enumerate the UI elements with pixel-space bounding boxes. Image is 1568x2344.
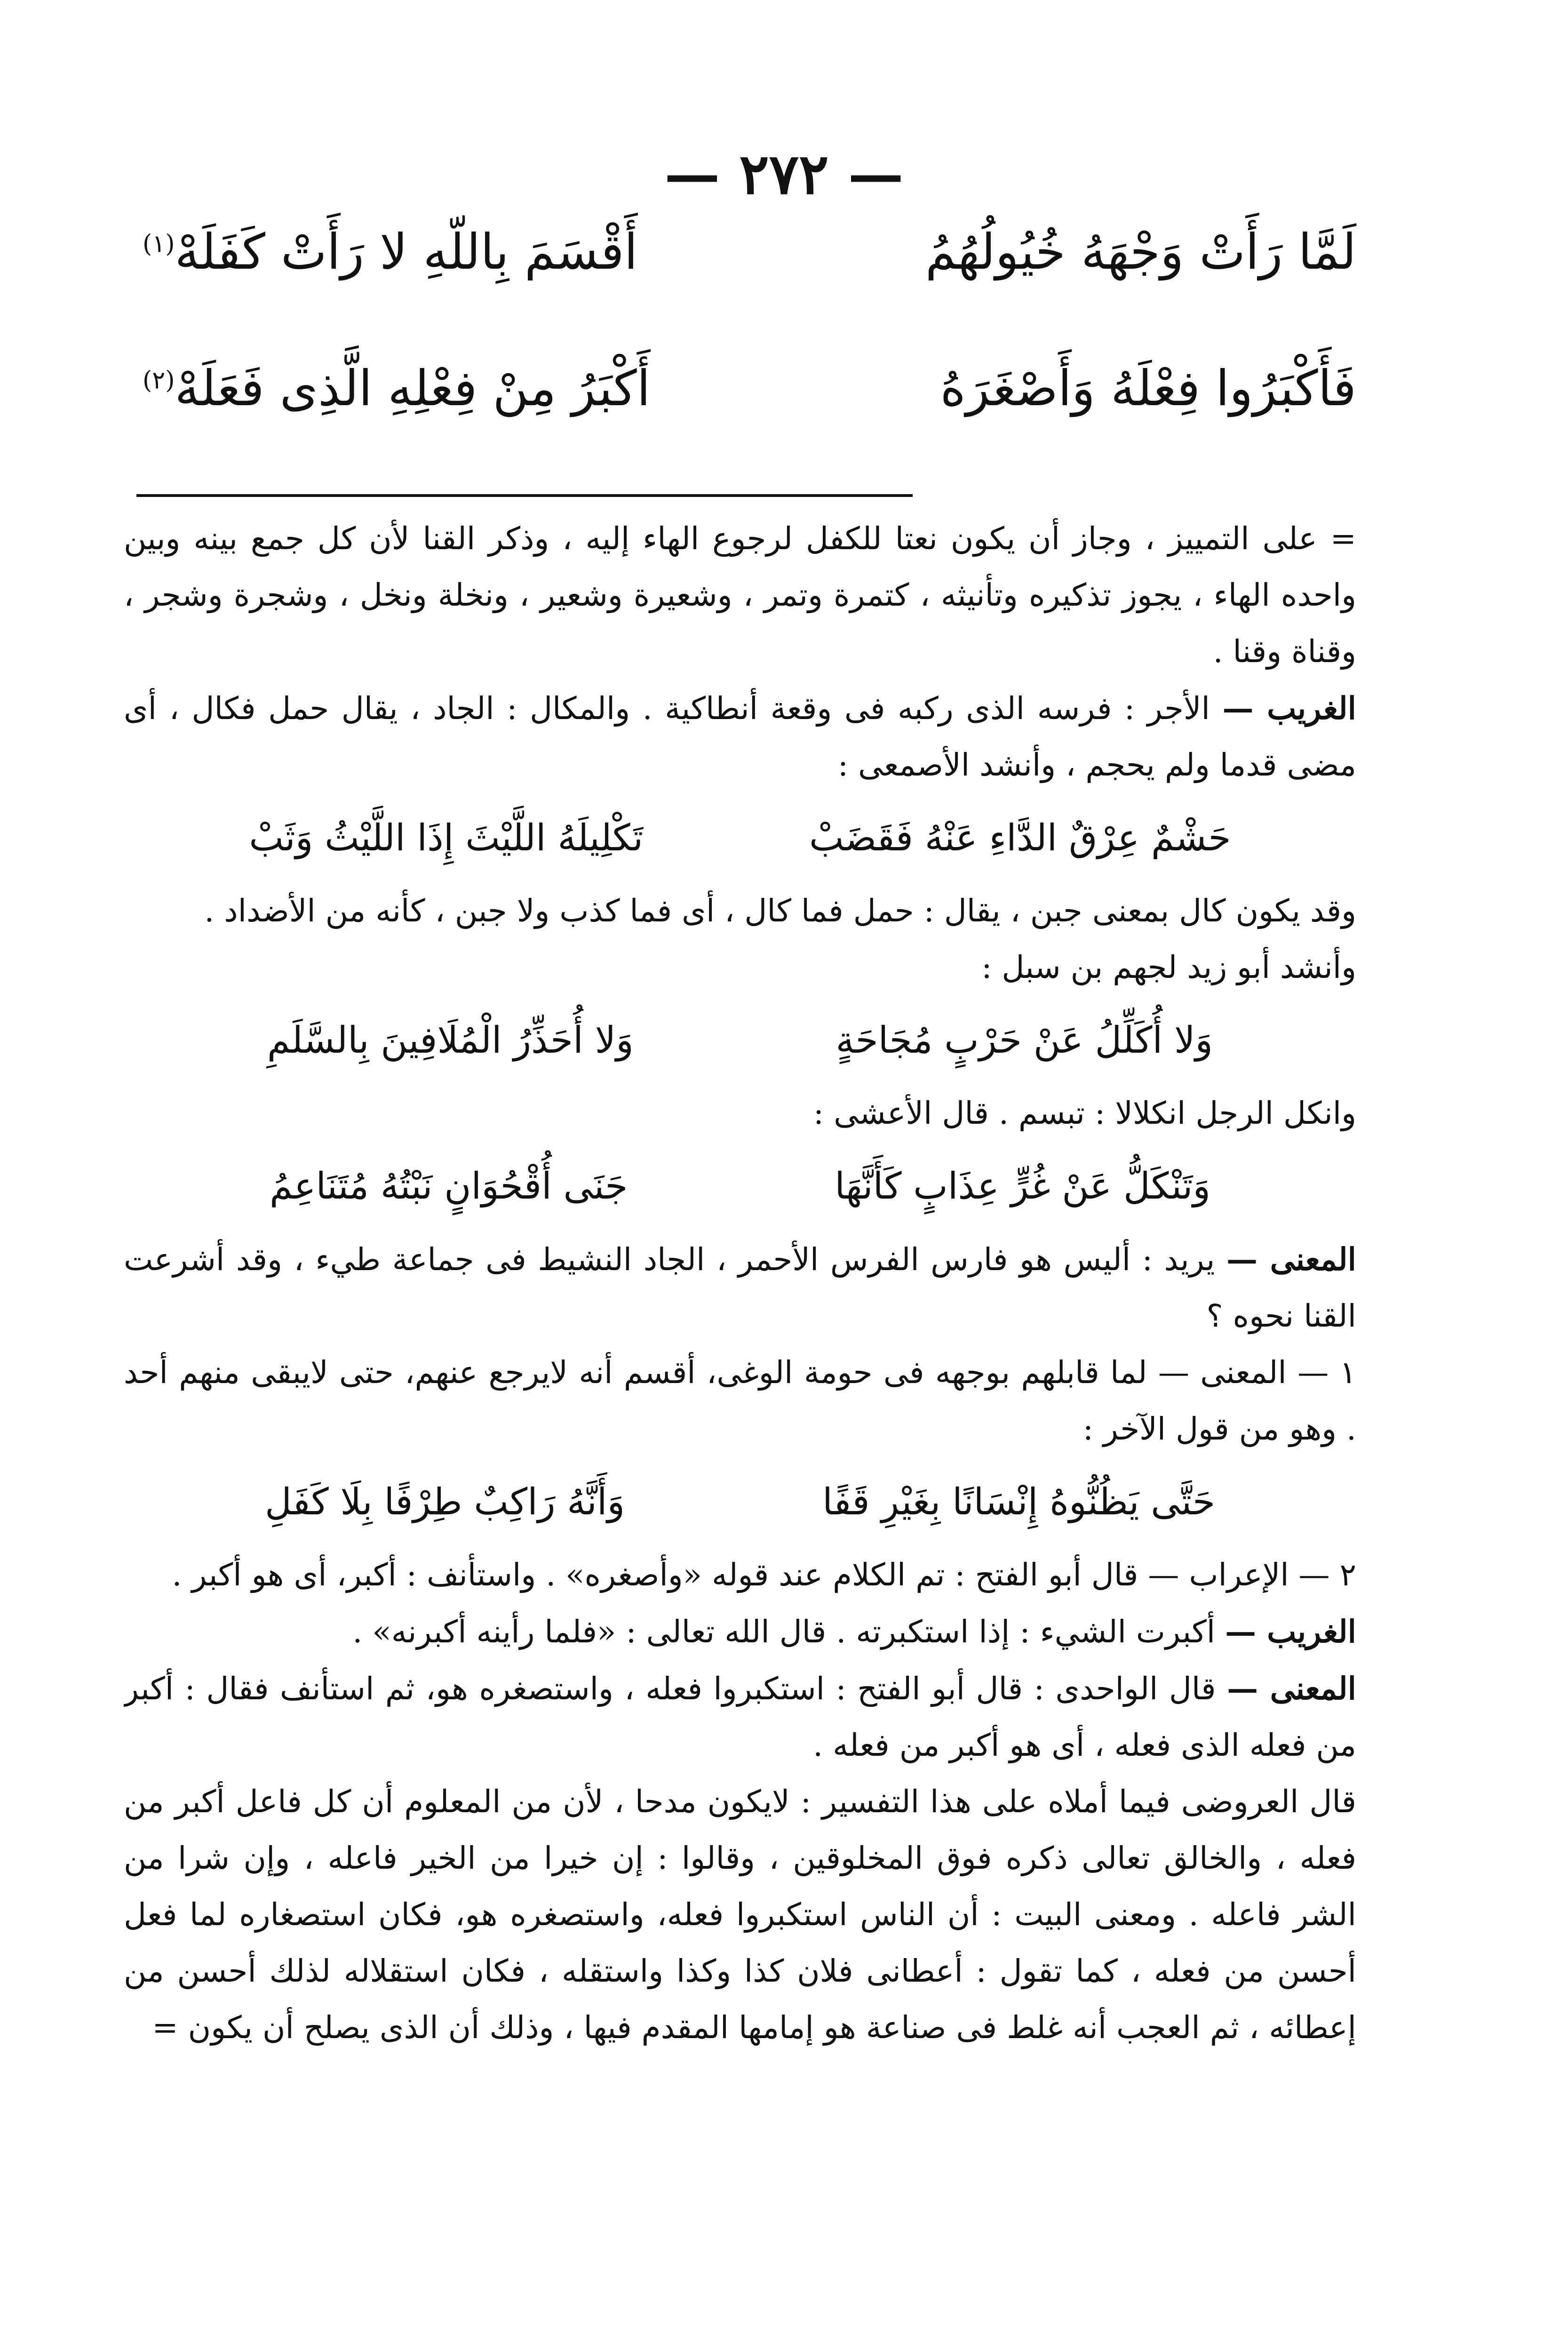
- commentary-paragraph-9: [124, 1603, 1356, 1660]
- quoted-verse-2-left: وَلا أُحَذِّرُ الْمُلَافِينَ بِالسَّلَمِ: [267, 1019, 634, 1062]
- quoted-verse-2: [124, 996, 1356, 1085]
- quoted-verse-3-left: جَنَى أُقْحُوَانٍ نَبْتُهُ مُتَنَاعِمُ: [269, 1165, 628, 1208]
- commentary: [124, 511, 1356, 2266]
- verse-2: [143, 344, 1356, 433]
- verse-1-second-hemistich: [143, 223, 638, 280]
- footnote-ref-2: (٢): [143, 366, 175, 395]
- quoted-verse-1: [124, 793, 1356, 883]
- quoted-verse-1-right: حَشْمٌ عِرْقٌ الدَّاءِ عَنْهُ فَقَضَبْ: [809, 817, 1231, 859]
- quoted-verse-3: [124, 1142, 1356, 1231]
- quoted-verse-4-right: حَتَّى يَظُنُّوهُ إِنْسَانًا بِغَيْرِ قَفًا: [822, 1481, 1216, 1523]
- commentary-paragraph-2: [124, 680, 1356, 793]
- commentary-paragraph-10: [124, 1660, 1356, 1774]
- quoted-verse-1-left: تَكْلِيلَهُ اللَّيْثَ إِذَا اللَّيْثُ وَثَبْ: [249, 817, 644, 859]
- commentary-paragraph-6-text: يريد : أليس هو فارس الفرس الأحمر ، الجاد النشيط فى جماعة طيء ، وقد أشرعت القنا نحوه ؟: [124, 1241, 1356, 1334]
- commentary-paragraph-2-text: الأجر : فرسه الذى ركبه فى وقعة أنطاكية . والمكال : الجاد ، يقال حمل فكال ، أى مضى قدما ولم يحجم ، وأنشد الأصمعى :: [124, 690, 1356, 783]
- quoted-verse-2-right: وَلا أُكَلِّلُ عَنْ حَرْبٍ مُجَاحَةٍ: [836, 1019, 1213, 1062]
- commentary-paragraph-9-text: أكبرت الشيء : إذا استكبرته . قال الله تعالى : «فلما رأينه أكبرنه» .: [352, 1614, 1226, 1650]
- verse-2-second-hemistich-text: أَكْبَرُ مِنْ فِعْلِهِ الَّذِى فَعَلَهْ: [175, 360, 651, 417]
- commentary-paragraph-10-text: قال الواحدى : قال أبو الفتح : استكبروا فعله ، واستصغره هو، ثم استأنف فقال : أكبر من فعله الذى فعله ، أى هو أكبر من فعله .: [124, 1671, 1356, 1763]
- footnote-1: ١ — المعنى — لما قابلهم بوجهه فى حومة الوغى، أقسم أنه لايرجع عنهم، حتى لايبقى منهم أحد . وهو من قول الآخر :: [124, 1354, 1356, 1447]
- quoted-verse-4-left: وَأَنَّهُ رَاكِبٌ طِرْفًا بِلَا كَفَلِ: [264, 1481, 625, 1523]
- quoted-verse-3-right: وَتَنْكَلُّ عَنْ غُرٍّ عِذَابٍ كَأَنَّهَا: [835, 1165, 1211, 1208]
- verse-1-first-hemistich: لَمَّا رَأَتْ وَجْهَهُ خُيُولُهُمُ: [925, 223, 1356, 280]
- footnote-2: ٢ — الإعراب — قال أبو الفتح : تم الكلام عند قوله «وأصغره» . واستأنف : أكبر، أى هو أكبر .: [172, 1557, 1356, 1593]
- term-gharib: الغريب —: [1222, 690, 1356, 727]
- commentary-paragraph-11: قال العروضى فيما أملاه على هذا التفسير : لايكون مدحا ، لأن من المعلوم أن كل فاعل أكبر من فعله ، والخالق تعالى ذكره فوق المخلوقين ، وقالوا : إن خيرا من الخير فاعله ، وإن شرا من الشر فاعله . ومعنى البيت : أن الناس استكبروا فعله، واستصغره هو، فكان استصغاره لما فعل أحسن من فعله ، كما تقول : أعطانى فلان كذا وكذا واستقله ، فكان استقلاله لذلك أحسن من إعطائه ، ثم العجب أنه غلط فى صناعة هو إمامها المقدم فيها ، وذلك أن الذى يصلح أن يكون =: [124, 1784, 1356, 2046]
- commentary-paragraph-1: = على التمييز ، وجاز أن يكون نعتا للكفل لرجوع الهاء إليه ، وذكر القنا لأن كل جمع بينه وبين واحده الهاء ، يجوز تذكيره وتأنيثه ، كتمرة وتمر ، وشعيرة وشعير ، ونخلة ونخل ، وشجرة وشجر ، وقناة وقنا .: [124, 520, 1356, 670]
- commentary-paragraph-3: وقد يكون كال بمعنى جبن ، يقال : حمل فما كال ، أى فما كذب ولا جبن ، كأنه من الأضداد .: [204, 893, 1356, 929]
- term-gharib-2: الغريب —: [1225, 1613, 1356, 1650]
- verse-2-first-hemistich: فَأَكْبَرُوا فِعْلَهُ وَأَصْغَرَهُ: [940, 360, 1356, 417]
- term-maana-2: المعنى —: [1227, 1670, 1356, 1707]
- page-number: — ٢٧٢ —: [664, 141, 904, 207]
- verse-1-second-hemistich-text: أَقْسَمَ بِاللّهِ لا رَأَتْ كَفَلَهْ: [175, 223, 638, 280]
- commentary-paragraph-5: وانكل الرجل انكلالا : تبسم . قال الأعشى :: [813, 1095, 1356, 1131]
- commentary-paragraph-4: وأنشد أبو زيد لجهم بن سبل :: [981, 949, 1356, 985]
- quoted-verse-4: [124, 1457, 1356, 1547]
- verse-2-second-hemistich: [143, 360, 651, 417]
- verse-1: [143, 207, 1356, 296]
- footnote-ref-1: (١): [143, 230, 175, 258]
- term-maana: المعنى —: [1226, 1241, 1356, 1278]
- commentary-paragraph-6: [124, 1231, 1356, 1344]
- footnote-separator: [136, 494, 913, 497]
